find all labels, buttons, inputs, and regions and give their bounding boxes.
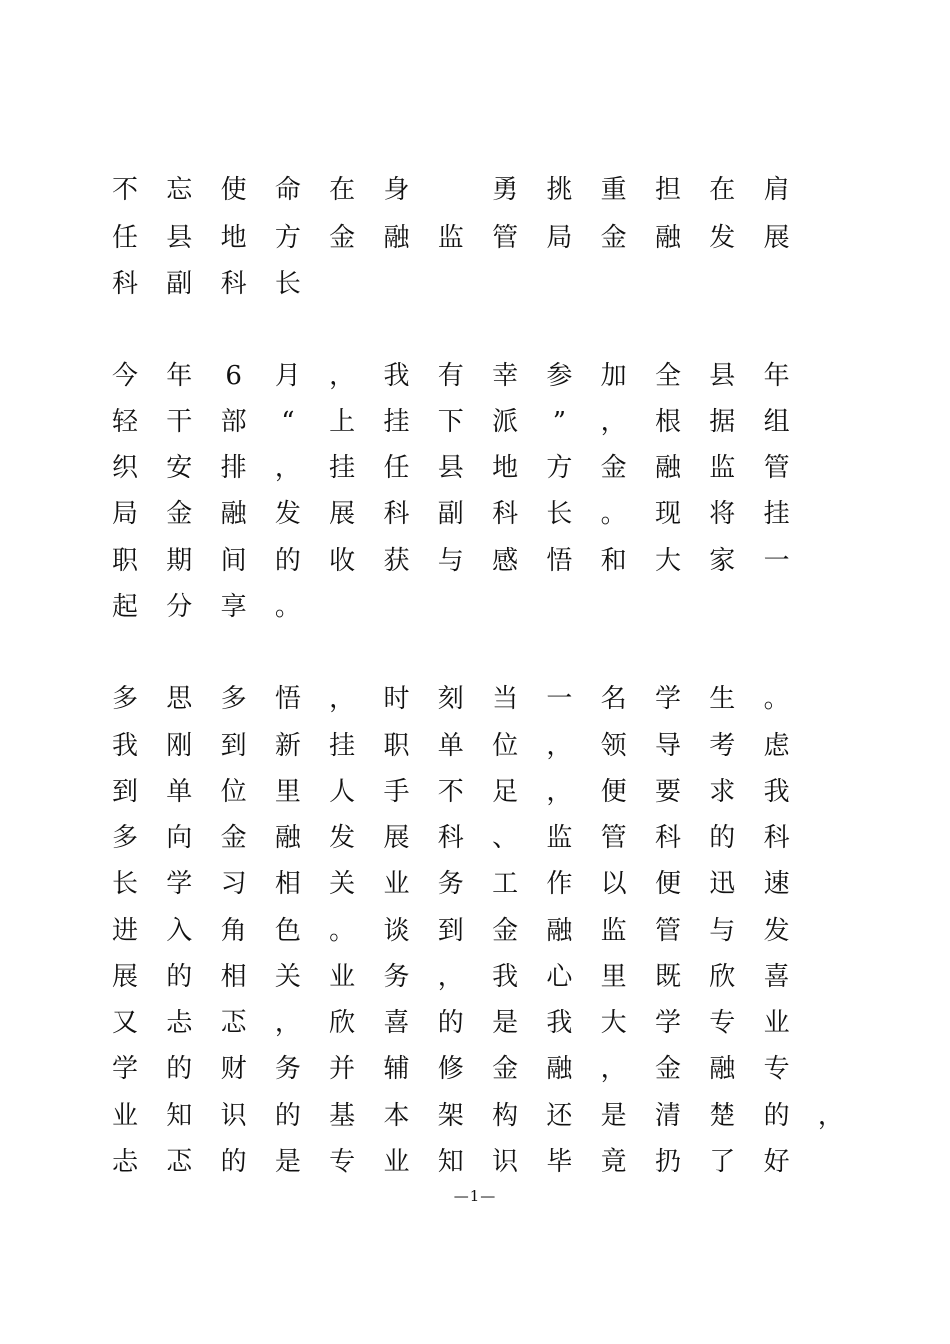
page-number: —1—: [453, 1187, 497, 1205]
document-page: 不 忘 使 命 在 身 勇 挑 重 担 在 肩 任 县 地 方 金 融 监 管 局 金 融 发 展 科 副 科 长 今 年 6 月 ， 我 有 幸 参 加 全 县 年 轻 干 部 “ 上 挂 下 派 ” ， 根 据 组 织 安 排 ， 挂 任 县 地 方 金 融 监 管 局 金 融 发 展 科 副 科 长 。 现 将 挂 职 期 间 的 收 获 与 感 悟 和 大 家 一 起 分 享 。 多 思 多 悟 ， 时 刻 当 一 名 学 生 。 我 刚 到 新 挂 职 单 位 ， 领 导 考 虑 到 单 位 里 人 手 不 足 ， 便 要 求 我 多 向 金 融 发 展 科 、 监 管 科 的 科 长 学 习 相 关 业 务 工 作 以 便 迅 速 进 入 角 色 。 谈 到 金 融 监 管 与 发 展 的 相 关 业 务 ， 我 心 里 既 欣 喜 又 忐 忑 ， 欣 喜 的 是 我 大 学 专 业 学 的 财 务 并 辅 修 金 融 ， 金 融 专 业 知 识 的 基 本 架 构 还 是 清 楚 的 ， 忐 忑 的 是 专 业 知 识 毕 竟 扔 了 好 —1—: [0, 0, 950, 1344]
